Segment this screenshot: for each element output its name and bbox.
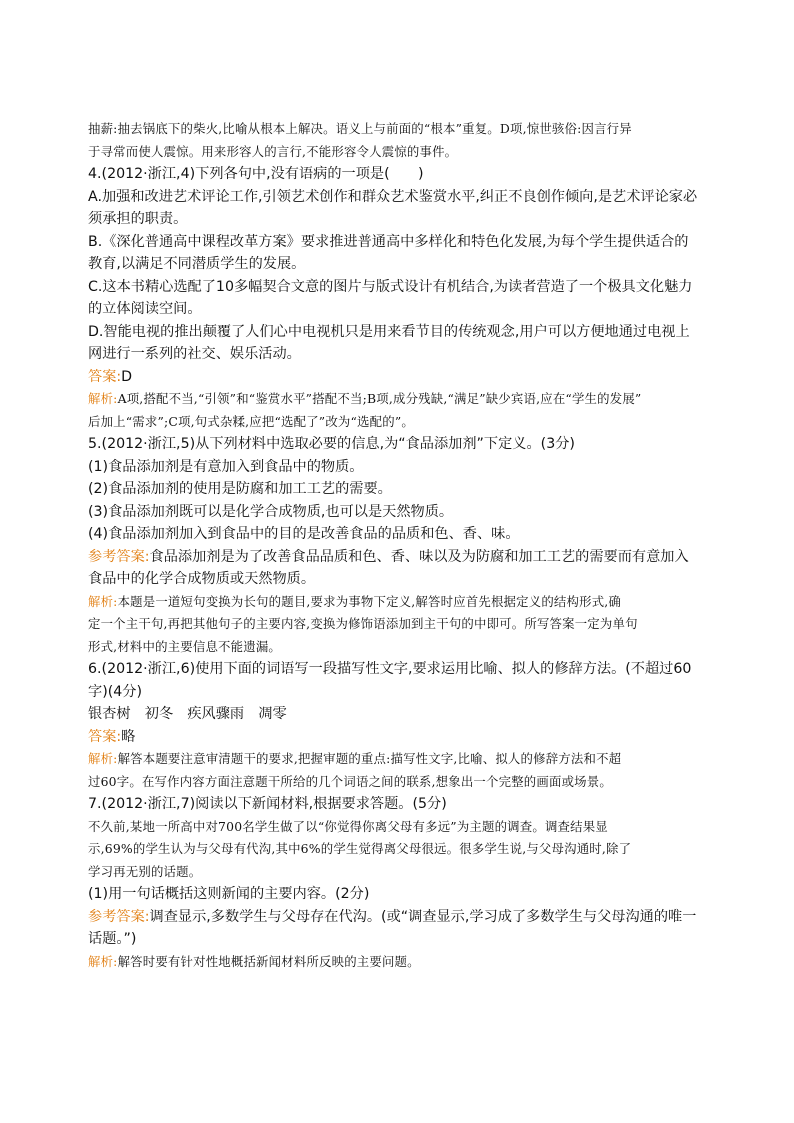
reference-answer-label: 参考答案: — [88, 548, 150, 565]
explanation-continued-line-1: 抽薪:抽去锅底下的柴火,比喻从根本上解决。语义上与前面的“根本”重复。D项,惊世骇俗:因言行异 — [88, 121, 632, 136]
question-7-sub-1: (1)用一句话概括这则新闻的主要内容。(2分) — [88, 886, 370, 902]
question-5-answer: 参考答案:食品添加剂是为了改善食品品质和色、香、味以及为防腐和加工工艺的需要而有意加入 — [88, 548, 689, 565]
question-4-option-b: B.《深化普通高中课程改革方案》要求推进普通高中多样化和特色化发展,为每个学生提供适合的 — [88, 233, 689, 250]
explanation-label: 解析: — [88, 751, 118, 766]
question-6-stem: 6.(2012·浙江,6)使用下面的词语写一段描写性文字,要求运用比喻、拟人的修辞方法。(不超过60 — [88, 661, 692, 677]
answer-label: 答案: — [88, 368, 122, 385]
question-4-option-c: C.这本书精心选配了10多幅契合文意的图片与版式设计有机结合,为读者营造了一个极具文化魅力 — [88, 278, 693, 295]
question-7-stem: 7.(2012·浙江,7)阅读以下新闻材料,根据要求答题。(5分) — [88, 796, 447, 812]
explanation-continued-line-2: 于寻常而使人震惊。用来形容人的言行,不能形容令人震惊的事件。 — [88, 143, 458, 159]
question-5-material-2: (2)食品添加剂的使用是防腐和加工工艺的需要。 — [88, 481, 392, 497]
answer-label: 答案: — [88, 728, 122, 745]
reference-answer-label: 参考答案: — [88, 908, 150, 925]
explanation-label: 解析: — [88, 953, 118, 969]
question-5-answer-cont: 食品中的化学合成物质或天然物质。 — [88, 571, 316, 587]
question-6-explanation: 解析:解答本题要注意审清题干的要求,把握审题的重点:描写性文字,比喻、拟人的修辞方法和不超 — [88, 751, 622, 766]
question-5-stem: 5.(2012·浙江,5)从下列材料中选取必要的信息,为“食品添加剂”下定义。(3分) — [88, 436, 575, 452]
question-6-explanation-cont: 过60字。在写作内容方面注意题干所给的几个词语之间的联系,想象出一个完整的画面或场景。 — [88, 773, 612, 789]
question-7-news-3: 学习再无别的话题。 — [88, 863, 202, 879]
question-4-option-c-cont: 的立体阅读空间。 — [88, 301, 202, 317]
question-4-answer: 答案:D — [88, 368, 133, 385]
question-7-answer: 参考答案:调查显示,多数学生与父母存在代沟。(或“调查显示,学习成了多数学生与父母沟通的唯一 — [88, 908, 697, 925]
explanation-label: 解析: — [88, 593, 118, 609]
question-6-words: 银杏树 初冬 疾风骤雨 凋零 — [88, 706, 287, 722]
question-7-news-2: 示,69%的学生认为与父母有代沟,其中6%的学生觉得离父母很远。很多学生说,与父母沟通时,除了 — [88, 841, 632, 856]
question-5-material-1: (1)食品添加剂是有意加入到食品中的物质。 — [88, 458, 364, 475]
question-4-option-a: A.加强和改进艺术评论工作,引领艺术创作和群众艺术鉴赏水平,纠正不良创作倾向,是艺术评论家必 — [88, 188, 698, 205]
question-7-answer-cont: 话题。”) — [88, 931, 137, 947]
question-4-option-d: D.智能电视的推出颠覆了人们心中电视机只是用来看节目的传统观念,用户可以方便地通过电视上 — [88, 323, 690, 340]
question-4-option-a-cont: 须承担的职责。 — [88, 211, 188, 227]
explanation-label: 解析: — [88, 391, 118, 406]
question-5-material-3: (3)食品添加剂既可以是化学合成物质,也可以是天然物质。 — [88, 503, 454, 520]
question-5-explanation-cont-2: 形式,材料中的主要信息不能遗漏。 — [88, 638, 281, 654]
document-body — [88, 118, 708, 973]
question-6-stem-cont: 字)(4分) — [88, 683, 143, 700]
question-4-stem: 4.(2012·浙江,4)下列各句中,没有语病的一项是( ) — [88, 166, 424, 182]
question-7-news-1: 不久前,某地一所高中对700名学生做了以“你觉得你离父母有多远”为主题的调查。调查结果显 — [88, 818, 608, 834]
question-5-material-4: (4)食品添加剂加入到食品中的目的是改善食品的品质和色、香、味。 — [88, 526, 520, 542]
question-4-explanation-cont: 后加上“需求”;C项,句式杂糅,应把“选配了”改为“选配的”。 — [88, 413, 414, 429]
question-5-explanation: 解析:本题是一道短句变换为长句的题目,要求为事物下定义,解答时应首先根据定义的结构形式,确 — [88, 593, 622, 609]
question-5-explanation-cont-1: 定一个主干句,再把其他句子的主要内容,变换为修饰语添加到主干句的中即可。所写答案一定为单句 — [88, 616, 638, 631]
question-4-option-b-cont: 教育,以满足不同潜质学生的发展。 — [88, 256, 306, 272]
question-4-explanation: 解析:A项,搭配不当,“引领”和“鉴赏水平”搭配不当;B项,成分残缺,“满足”缺少宾语,应在“学生的发展” — [88, 391, 642, 406]
question-4-option-d-cont: 网进行一系列的社交、娱乐活动。 — [88, 346, 301, 362]
question-6-answer: 答案:略 — [88, 728, 136, 745]
question-7-explanation: 解析:解答时要有针对性地概括新闻材料所反映的主要问题。 — [88, 953, 420, 969]
